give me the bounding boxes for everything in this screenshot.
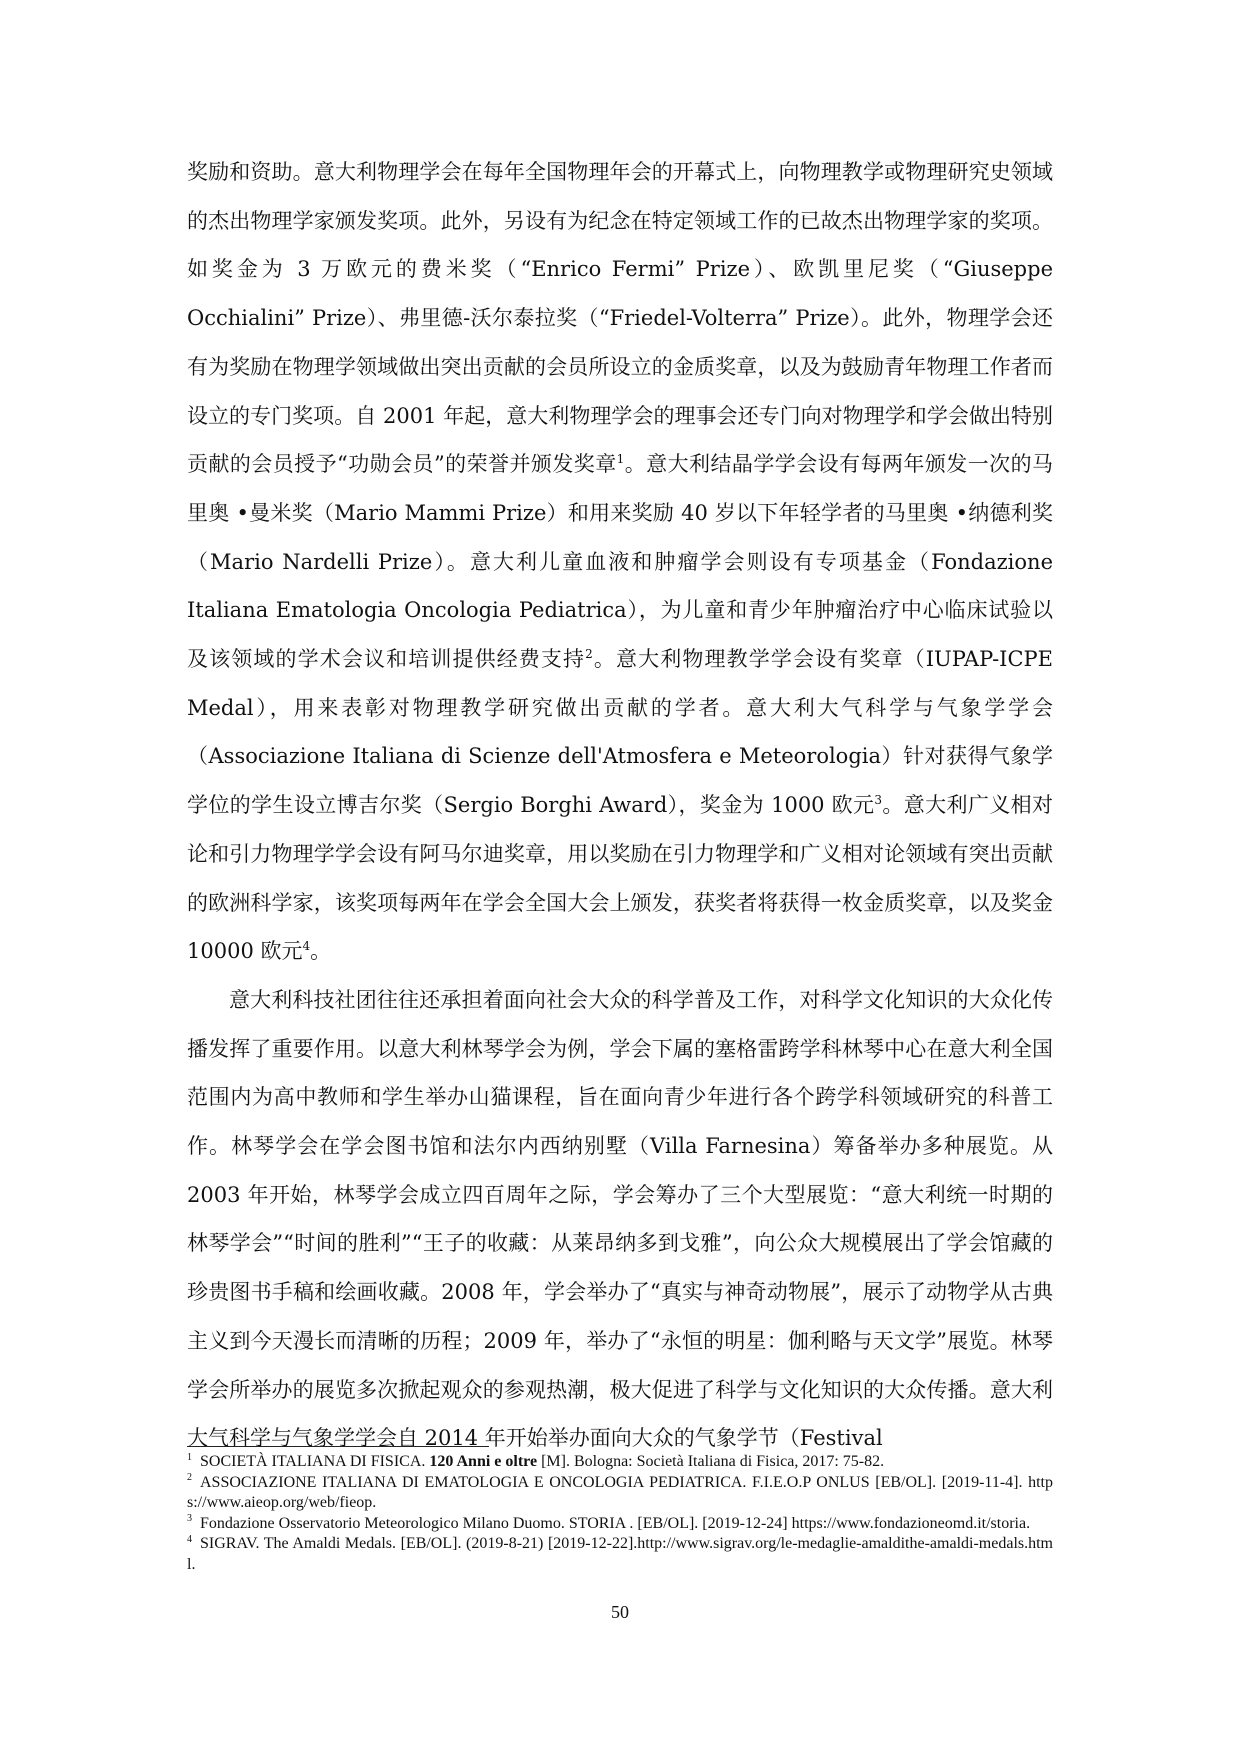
- footnote-mark: 4: [187, 1533, 192, 1545]
- footnotes: [187, 1452, 1053, 1575]
- text-run: 。: [310, 939, 332, 964]
- paragraph-continued: [187, 148, 1053, 976]
- text-run: 奖励和资助。意大利物理学会在每年全国物理年会的开幕式上，向物理教学或物理研究史领域的杰出物理学家颁发奖项。此外，另设有为纪念在特定领域工作的已故杰出物理学家的奖项。如奖金为 3 万欧元的费米奖（“Enrico Fermi” Prize）、欧凯里尼奖（“Giuseppe Occhialini” Prize）、弗里德-沃尔泰拉奖（“Friedel-Volterra” Prize）。此外，物理学会还有为奖励在物理学领域做出突出贡献的会员所设立的金质奖章，以及为鼓励青年物理工作者而设立的专门奖项。自 2001 年起，意大利物理学会的理事会还专门向对物理学和学会做出特别贡献的会员授予“功勋会员”的荣誉并颁发奖章: [187, 160, 1053, 477]
- text-run: 。意大利广义相对论和引力物理学学会设有阿马尔迪奖章，用以奖励在引力物理学和广义相对论领域有突出贡献的欧洲科学家，该奖项每两年在学会全国大会上颁发，获奖者将获得一枚金质奖章，以及奖金 10000 欧元: [187, 793, 1053, 964]
- text-run: 。意大利结晶学学会设有每两年颁发一次的马里奥 •曼米奖（Mario Mammi Prize）和用来奖励 40 岁以下年轻学者的马里奥 •纳德利奖（Mario Nardelli Prize）。意大利儿童血液和肿瘤学会则设有专项基金（Fondazione Italiana Ematologia Oncologia Pediatrica），为儿童和青少年肿瘤治疗中心临床试验以及该领域的学术会议和培训提供经费支持: [187, 452, 1053, 672]
- footnote-1: [187, 1452, 1053, 1473]
- body-text: [187, 148, 1053, 1463]
- footnote-text: Fondazione Osservatorio Meteorologico Milano Duomo. STORIA . [EB/OL]. [2019-12-24] https://www.fondazioneomd.it/storia.: [200, 1514, 1031, 1532]
- footnote-text: SIGRAV. The Amaldi Medals. [EB/OL]. (2019-8-21) [2019-12-22].http://www.sigrav.org/le-medaglie-amaldithe-amaldi-medals.html.: [187, 1535, 1053, 1573]
- text-run: 。意大利物理教学学会设有奖章（IUPAP-ICPE Medal），用来表彰对物理教学研究做出贡献的学者。意大利大气科学与气象学学会（Associazione Italiana di Scienze dell'Atmosfera e Meteorologia）针对获得气象学学位的学生设立博吉尔奖（Sergio Borghi Award），奖金为 1000 欧元: [187, 647, 1053, 818]
- footnote-mark: 1: [187, 1451, 192, 1463]
- footnote-text: SOCIETÀ ITALIANA DI FISICA.: [200, 1453, 430, 1470]
- footnote-ref-3[interactable]: 3: [874, 793, 882, 808]
- footnote-ref-2[interactable]: 2: [585, 647, 593, 662]
- footnote-2: [187, 1473, 1053, 1514]
- footnote-4: [187, 1534, 1053, 1575]
- footnote-ref-1[interactable]: 1: [616, 452, 625, 467]
- page-number: 50: [611, 1602, 629, 1622]
- footnote-text: ASSOCIAZIONE ITALIANA DI EMATOLOGIA E ONCOLOGIA PEDIATRICA. F.I.E.O.P ONLUS [EB/OL]. [2019-11-4]. https://www.aieop.org/web/fieop.: [187, 1473, 1053, 1511]
- footnote-book-title: 120 Anni e oltre: [429, 1453, 538, 1470]
- footnote-mark: 2: [187, 1472, 192, 1484]
- footnote-3: [187, 1514, 1053, 1535]
- footnote-mark: 3: [187, 1513, 192, 1525]
- paragraph-science-popularization: 意大利科技社团往往还承担着面向社会大众的科学普及工作，对科学文化知识的大众化传播发挥了重要作用。以意大利林琴学会为例，学会下属的塞格雷跨学科林琴中心在意大利全国范围内为高中教师和学生举办山猫课程，旨在面向青少年进行各个跨学科领域研究的科普工作。林琴学会在学会图书馆和法尔内西纳别墅（Villa Farnesina）筹备举办多种展览。从 2003 年开始，林琴学会成立四百周年之际，学会筹办了三个大型展览：“意大利统一时期的林琴学会”“时间的胜利”“王子的收藏：从莱昂纳多到戈雅”，向公众大规模展出了学会馆藏的珍贵图书手稿和绘画收藏。2008 年，学会举办了“真实与神奇动物展”，展示了动物学从古典主义到今天漫长而清晰的历程；2009 年，举办了“永恒的明星：伽利略与天文学”展览。林琴学会所举办的展览多次掀起观众的参观热潮，极大促进了科学与文化知识的大众传播。意大利大气科学与气象学学会自 2014 年开始举办面向大众的气象学节（Festival: [187, 987, 1053, 1451]
- footnote-text: [M]. Bologna: Società Italiana di Fisica, 2017: 75-82.: [537, 1453, 885, 1470]
- footnote-ref-4[interactable]: 4: [302, 939, 311, 954]
- footnote-divider: [187, 1446, 489, 1447]
